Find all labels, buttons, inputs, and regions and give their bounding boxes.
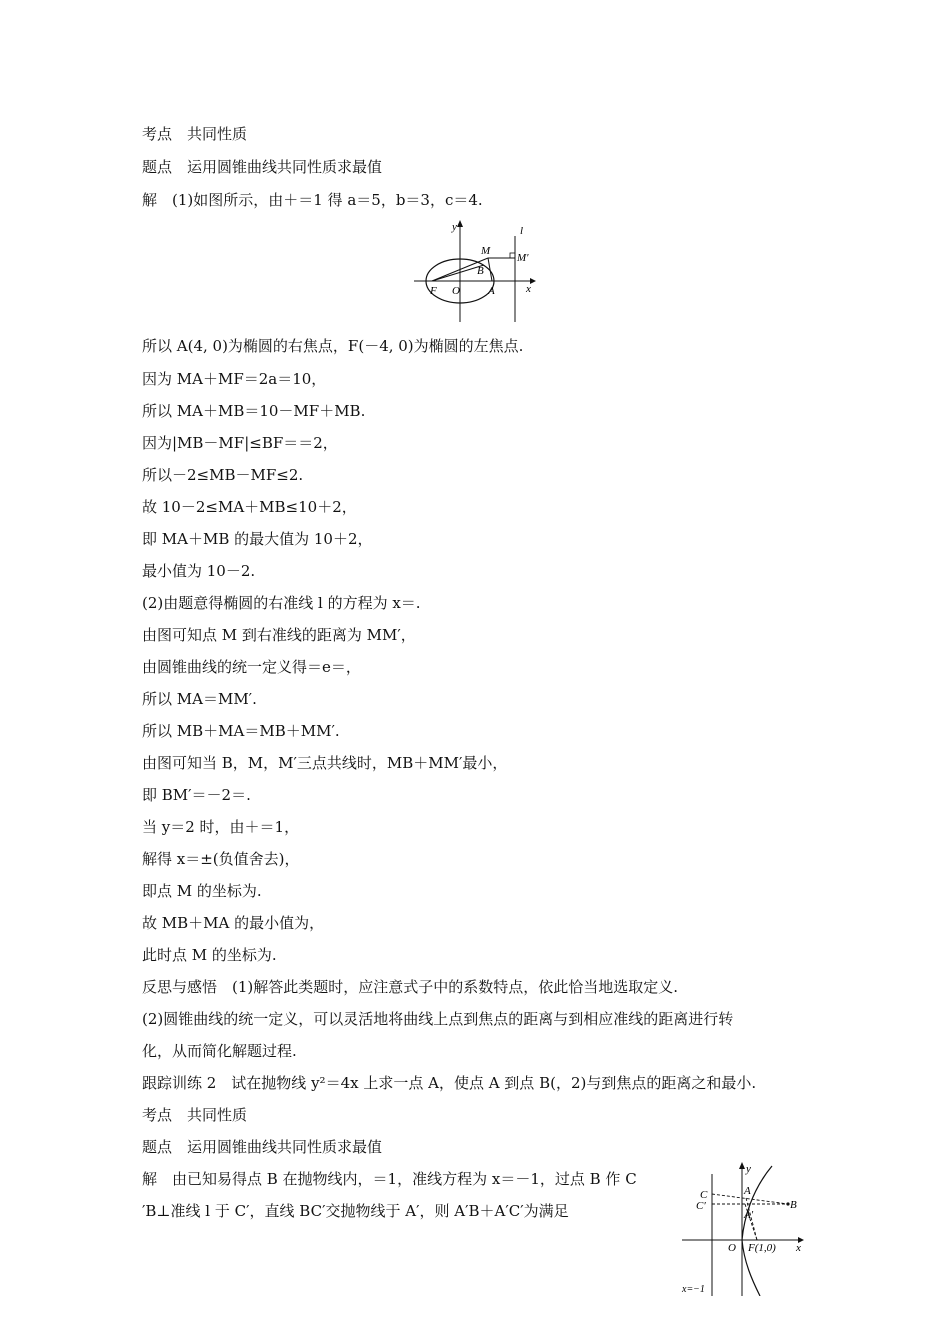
label-y: y <box>746 1163 751 1175</box>
text-line: 题点 运用圆锥曲线共同性质求最值 <box>142 158 383 176</box>
label-A: A <box>744 1185 751 1197</box>
label-M: M <box>481 245 491 257</box>
label-F: F(1,0) <box>748 1242 776 1254</box>
text-line: 跟踪训练 2 试在抛物线 y²＝4x 上求一点 A，使点 A 到点 B(，2)与到焦点的距离之和最小. <box>142 1074 757 1092</box>
text-line: 因为 MA＋MF＝2a＝10， <box>142 370 327 388</box>
text-line: 所以 MB＋MA＝MB＋MM′. <box>142 722 340 740</box>
text-line: (2)圆锥曲线的统一定义，可以灵活地将曲线上点到焦点的距离与到相应准线的距离进行转 <box>142 1010 734 1028</box>
text-line: 由圆锥曲线的统一定义得＝e＝， <box>142 658 361 676</box>
label-Mp: M′ <box>517 252 529 264</box>
text-line: 由图可知当 B，M，M′三点共线时，MB＋MM′最小， <box>142 754 508 772</box>
text-line: 所以 A(4, 0)为椭圆的右焦点，F(－4, 0)为椭圆的左焦点. <box>142 337 524 355</box>
text-line: 解得 x＝±(负值舍去)， <box>142 850 300 868</box>
text-line: 解 (1)如图所示，由＋＝1 得 a＝5，b＝3，c＝4. <box>142 191 483 209</box>
text-line: 即 BM′＝－2＝. <box>142 786 251 804</box>
label-O: O <box>452 285 460 297</box>
text-line: 解 由已知易得点 B 在抛物线内，＝1，准线方程为 x＝－1，过点 B 作 C <box>142 1170 637 1188</box>
text-line: ′B⊥准线 l 于 C′，直线 BC′交抛物线于 A′，则 A′B＋A′C′为满足 <box>142 1202 569 1220</box>
text-line: 考点 共同性质 <box>142 125 248 143</box>
label-B: B <box>790 1199 797 1211</box>
label-xline: x=−1 <box>682 1284 705 1295</box>
text-line: 当 y＝2 时，由＋＝1， <box>142 818 300 836</box>
text-line: 即点 M 的坐标为. <box>142 882 262 900</box>
ellipse-figure <box>410 218 540 324</box>
label-y: y <box>452 221 457 233</box>
label-l: l <box>520 225 524 237</box>
label-O: O <box>728 1242 736 1254</box>
y-axis-arrow <box>739 1162 745 1169</box>
y-axis-arrow <box>457 220 463 227</box>
text-line: 故 10－2≤MA＋MB≤10＋2， <box>142 498 357 516</box>
x-axis-arrow <box>530 278 536 284</box>
text-line: 最小值为 10－2. <box>142 562 256 580</box>
label-Ap: A′ <box>744 1209 754 1221</box>
parabola-figure <box>680 1160 810 1296</box>
text-line: (2)由题意得椭圆的右准线 l 的方程为 x＝. <box>142 594 421 612</box>
label-B: B <box>477 265 484 277</box>
text-line: 所以－2≤MB－MF≤2. <box>142 466 304 484</box>
text-line: 题点 运用圆锥曲线共同性质求最值 <box>142 1138 383 1156</box>
label-x: x <box>796 1242 801 1254</box>
text-line: 考点 共同性质 <box>142 1106 248 1124</box>
text-line: 故 MB＋MA 的最小值为， <box>142 914 325 932</box>
text-line: 由图可知点 M 到右准线的距离为 MM′， <box>142 626 416 644</box>
label-x: x <box>526 283 531 295</box>
text-line: 所以 MA＝MM′. <box>142 690 257 708</box>
text-line: 所以 MA＋MB＝10－MF＋MB. <box>142 402 366 420</box>
label-Cp: C′ <box>696 1200 706 1212</box>
text-line: 反思与感悟 (1)解答此类题时，应注意式子中的系数特点，依此恰当地选取定义. <box>142 978 679 996</box>
text-line: 此时点 M 的坐标为. <box>142 946 277 964</box>
label-A: A <box>488 285 495 297</box>
text-line: 化，从而简化解题过程. <box>142 1042 297 1060</box>
label-F: F <box>430 285 437 297</box>
right-angle-mark <box>510 253 515 258</box>
text-line: 因为|MB－MF|≤BF＝＝2， <box>142 434 338 452</box>
text-line: 即 MA＋MB 的最大值为 10＋2， <box>142 530 373 548</box>
label-C: C <box>700 1189 708 1201</box>
